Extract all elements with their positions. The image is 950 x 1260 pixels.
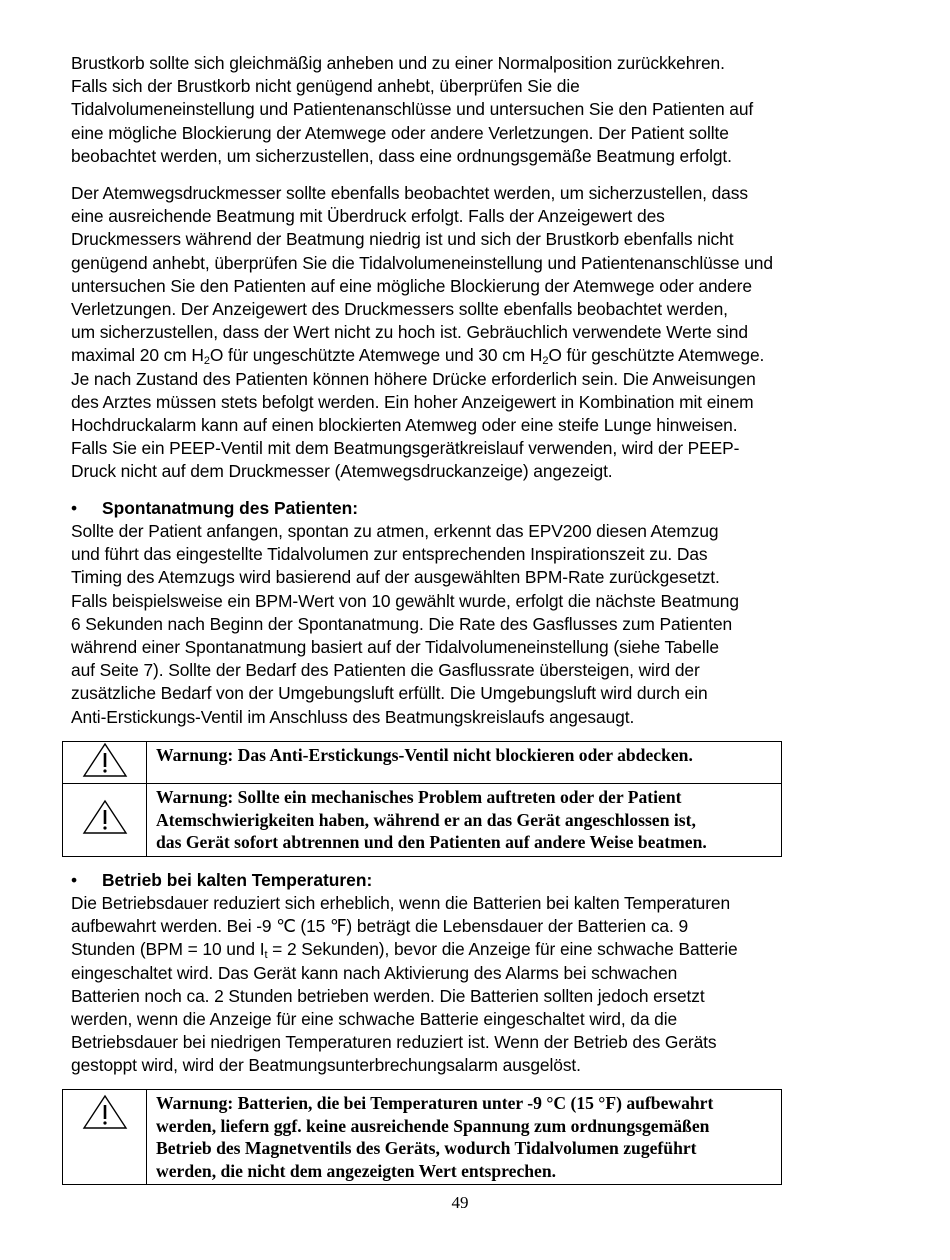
warning-text-line: Warnung: Batterien, die bei Temperaturen unter -9 °C (15 °F) aufbewahrt bbox=[156, 1093, 714, 1113]
text-fragment: maximal 20 cm H bbox=[71, 345, 204, 366]
text-line: 6 Sekunden nach Beginn der Spontanatmung. Die Rate des Gasflusses zum Patienten bbox=[71, 613, 733, 634]
paragraph-cold-temperatures bbox=[71, 892, 871, 1078]
text-line: genügend anhebt, überprüfen Sie die Tidalvolumeneinstellung und Patientenanschlüsse und bbox=[71, 252, 773, 273]
warning-table-batteries bbox=[62, 1089, 782, 1185]
text-line: Der Atemwegsdruckmesser sollte ebenfalls beobachtet werden, um sicherzustellen, dass bbox=[71, 183, 748, 203]
page-number: 49 bbox=[451, 1193, 469, 1212]
subscript: 2 bbox=[203, 355, 210, 368]
text-line: auf Seite 7). Sollte der Bedarf des Patienten die Gasflussrate übersteigen, wird der bbox=[71, 660, 700, 681]
warning-message bbox=[147, 742, 782, 784]
text-line: eine mögliche Blockierung der Atemwege oder andere Verletzungen. Der Patient sollte bbox=[71, 122, 729, 143]
warning-row bbox=[63, 742, 782, 784]
text-line: werden, wenn die Anzeige für eine schwache Batterie eingeschaltet wird, da die bbox=[71, 1009, 678, 1030]
text-line: während einer Spontanatmung basiert auf der Tidalvolumeneinstellung (siehe Tabelle bbox=[71, 637, 719, 658]
text-fragment: Stunden (BPM = 10 und I bbox=[71, 939, 265, 960]
text-line: Verletzungen. Der Anzeigewert des Druckmessers sollte ebenfalls beobachtet werden, bbox=[71, 299, 728, 320]
text-line: eine ausreichende Beatmung mit Überdruck erfolgt. Falls der Anzeigewert des bbox=[71, 206, 665, 227]
warning-text-line: werden, die nicht dem angezeigten Wert entsprechen. bbox=[156, 1160, 557, 1181]
warning-text-line: werden, liefern ggf. keine ausreichende Spannung zum ordnungsgemäßen bbox=[156, 1115, 710, 1136]
text-line: Betriebsdauer bei niedrigen Temperaturen reduziert ist. Wenn der Betrieb des Geräts bbox=[71, 1032, 717, 1053]
heading-text: Betrieb bei kalten Temperaturen: bbox=[102, 870, 373, 890]
section-heading-cold-temperatures bbox=[71, 869, 372, 892]
text-line: untersuchen Sie den Patienten auf eine mögliche Blockierung der Atemwege oder andere bbox=[71, 275, 752, 296]
warning-table-valve bbox=[62, 741, 782, 857]
warning-message bbox=[147, 784, 782, 857]
text-line: aufbewahrt werden. Bei -9 ℃ (15 ℉) beträgt die Lebensdauer der Batterien ca. 9 bbox=[71, 916, 689, 937]
bullet: • bbox=[71, 498, 78, 518]
text-line: und führt das eingestellte Tidalvolumen zur entsprechenden Inspirationszeit zu. Das bbox=[71, 544, 708, 565]
heading-text: Spontanatmung des Patienten: bbox=[102, 498, 359, 518]
text-line: Druck nicht auf dem Druckmesser (Atemwegsdruckanzeige) angezeigt. bbox=[71, 461, 613, 482]
warning-icon-cell bbox=[63, 784, 147, 857]
text-line: des Arztes müssen stets befolgt werden. Ein hoher Anzeigewert in Kombination mit einem bbox=[71, 391, 754, 412]
section-heading-spontaneous-breathing bbox=[71, 497, 358, 520]
warning-text-line: Warnung: Sollte ein mechanisches Problem auftreten oder der Patient bbox=[156, 787, 682, 807]
warning-triangle-icon bbox=[82, 742, 128, 778]
warning-text-line: Atemschwierigkeiten haben, während er an das Gerät angeschlossen ist, bbox=[156, 809, 696, 830]
warning-message bbox=[147, 1090, 782, 1185]
text-line: gestoppt wird, wird der Beatmungsunterbrechungsalarm ausgelöst. bbox=[71, 1055, 581, 1076]
text-fragment: O für ungeschützte Atemwege und 30 cm H bbox=[209, 345, 543, 366]
text-line: zusätzliche Bedarf von der Umgebungsluft erfüllt. Die Umgebungsluft wird durch ein bbox=[71, 683, 708, 704]
warning-text-line: das Gerät sofort abtrennen und den Patienten auf andere Weise beatmen. bbox=[156, 832, 707, 852]
warning-row bbox=[63, 1090, 782, 1185]
paragraph-chest-rise bbox=[71, 52, 871, 168]
text-line: Anti-Erstickungs-Ventil im Anschluss des Beatmungskreislaufs angesaugt. bbox=[71, 706, 635, 727]
warning-icon-cell bbox=[63, 742, 147, 784]
warning-row bbox=[63, 784, 782, 857]
text-line: Je nach Zustand des Patienten können höhere Drücke erforderlich sein. Die Anweisungen bbox=[71, 368, 756, 389]
text-line: Batterien noch ca. 2 Stunden betrieben werden. Die Batterien sollten jedoch ersetzt bbox=[71, 985, 705, 1006]
subscript: 2 bbox=[542, 355, 549, 368]
paragraph-spontaneous-breathing bbox=[71, 520, 871, 729]
text-line: Falls beispielsweise ein BPM-Wert von 10 gewählt wurde, erfolgt die nächste Beatmung bbox=[71, 590, 739, 611]
bullet: • bbox=[71, 870, 78, 890]
text-line: Timing des Atemzugs wird basierend auf der ausgewählten BPM-Rate zurückgesetzt. bbox=[71, 567, 720, 588]
warning-icon-cell bbox=[63, 1090, 147, 1185]
text-line: eingeschaltet wird. Das Gerät kann nach Aktivierung des Alarms bei schwachen bbox=[71, 962, 678, 983]
text-line: Brustkorb sollte sich gleichmäßig anheben und zu einer Normalposition zurückkehren. bbox=[71, 53, 725, 73]
text-fragment: = 2 Sekunden), bevor die Anzeige für eine schwache Batterie bbox=[267, 939, 738, 960]
warning-triangle-icon bbox=[82, 1094, 128, 1130]
text-line: Druckmessers während der Beatmung niedrig ist und sich der Brustkorb ebenfalls nicht bbox=[71, 229, 734, 250]
text-line: Hochdruckalarm kann auf einen blockierten Atemweg oder eine steife Lunge hinweisen. bbox=[71, 415, 738, 436]
text-fragment: O für geschützte Atemwege. bbox=[548, 345, 765, 366]
text-line-it bbox=[71, 938, 871, 961]
text-line: beobachtet werden, um sicherzustellen, dass eine ordnungsgemäße Beatmung erfolgt. bbox=[71, 145, 732, 166]
text-line: Die Betriebsdauer reduziert sich erheblich, wenn die Batterien bei kalten Temperaturen bbox=[71, 893, 731, 913]
warning-text-line: Warnung: Das Anti-Erstickungs-Ventil nicht blockieren oder abdecken. bbox=[156, 745, 693, 765]
text-line: um sicherzustellen, dass der Wert nicht zu hoch ist. Gebräuchlich verwendete Werte sind bbox=[71, 322, 748, 343]
subscript: t bbox=[264, 949, 268, 962]
text-line: Tidalvolumeneinstellung und Patientenanschlüsse und untersuchen Sie den Patienten auf bbox=[71, 99, 754, 120]
warning-triangle-icon bbox=[82, 799, 128, 835]
text-line-h2o bbox=[71, 344, 871, 367]
text-line: Falls Sie ein PEEP-Ventil mit dem Beatmungsgerätkreislauf verwenden, wird der PEEP- bbox=[71, 438, 740, 459]
paragraph-pressure-gauge bbox=[71, 182, 871, 484]
text-line: Sollte der Patient anfangen, spontan zu atmen, erkennt das EPV200 diesen Atemzug bbox=[71, 521, 719, 541]
text-line: Falls sich der Brustkorb nicht genügend anhebt, überprüfen Sie die bbox=[71, 76, 580, 97]
warning-text-line: Betrieb des Magnetventils des Geräts, wodurch Tidalvolumen zugeführt bbox=[156, 1138, 697, 1158]
